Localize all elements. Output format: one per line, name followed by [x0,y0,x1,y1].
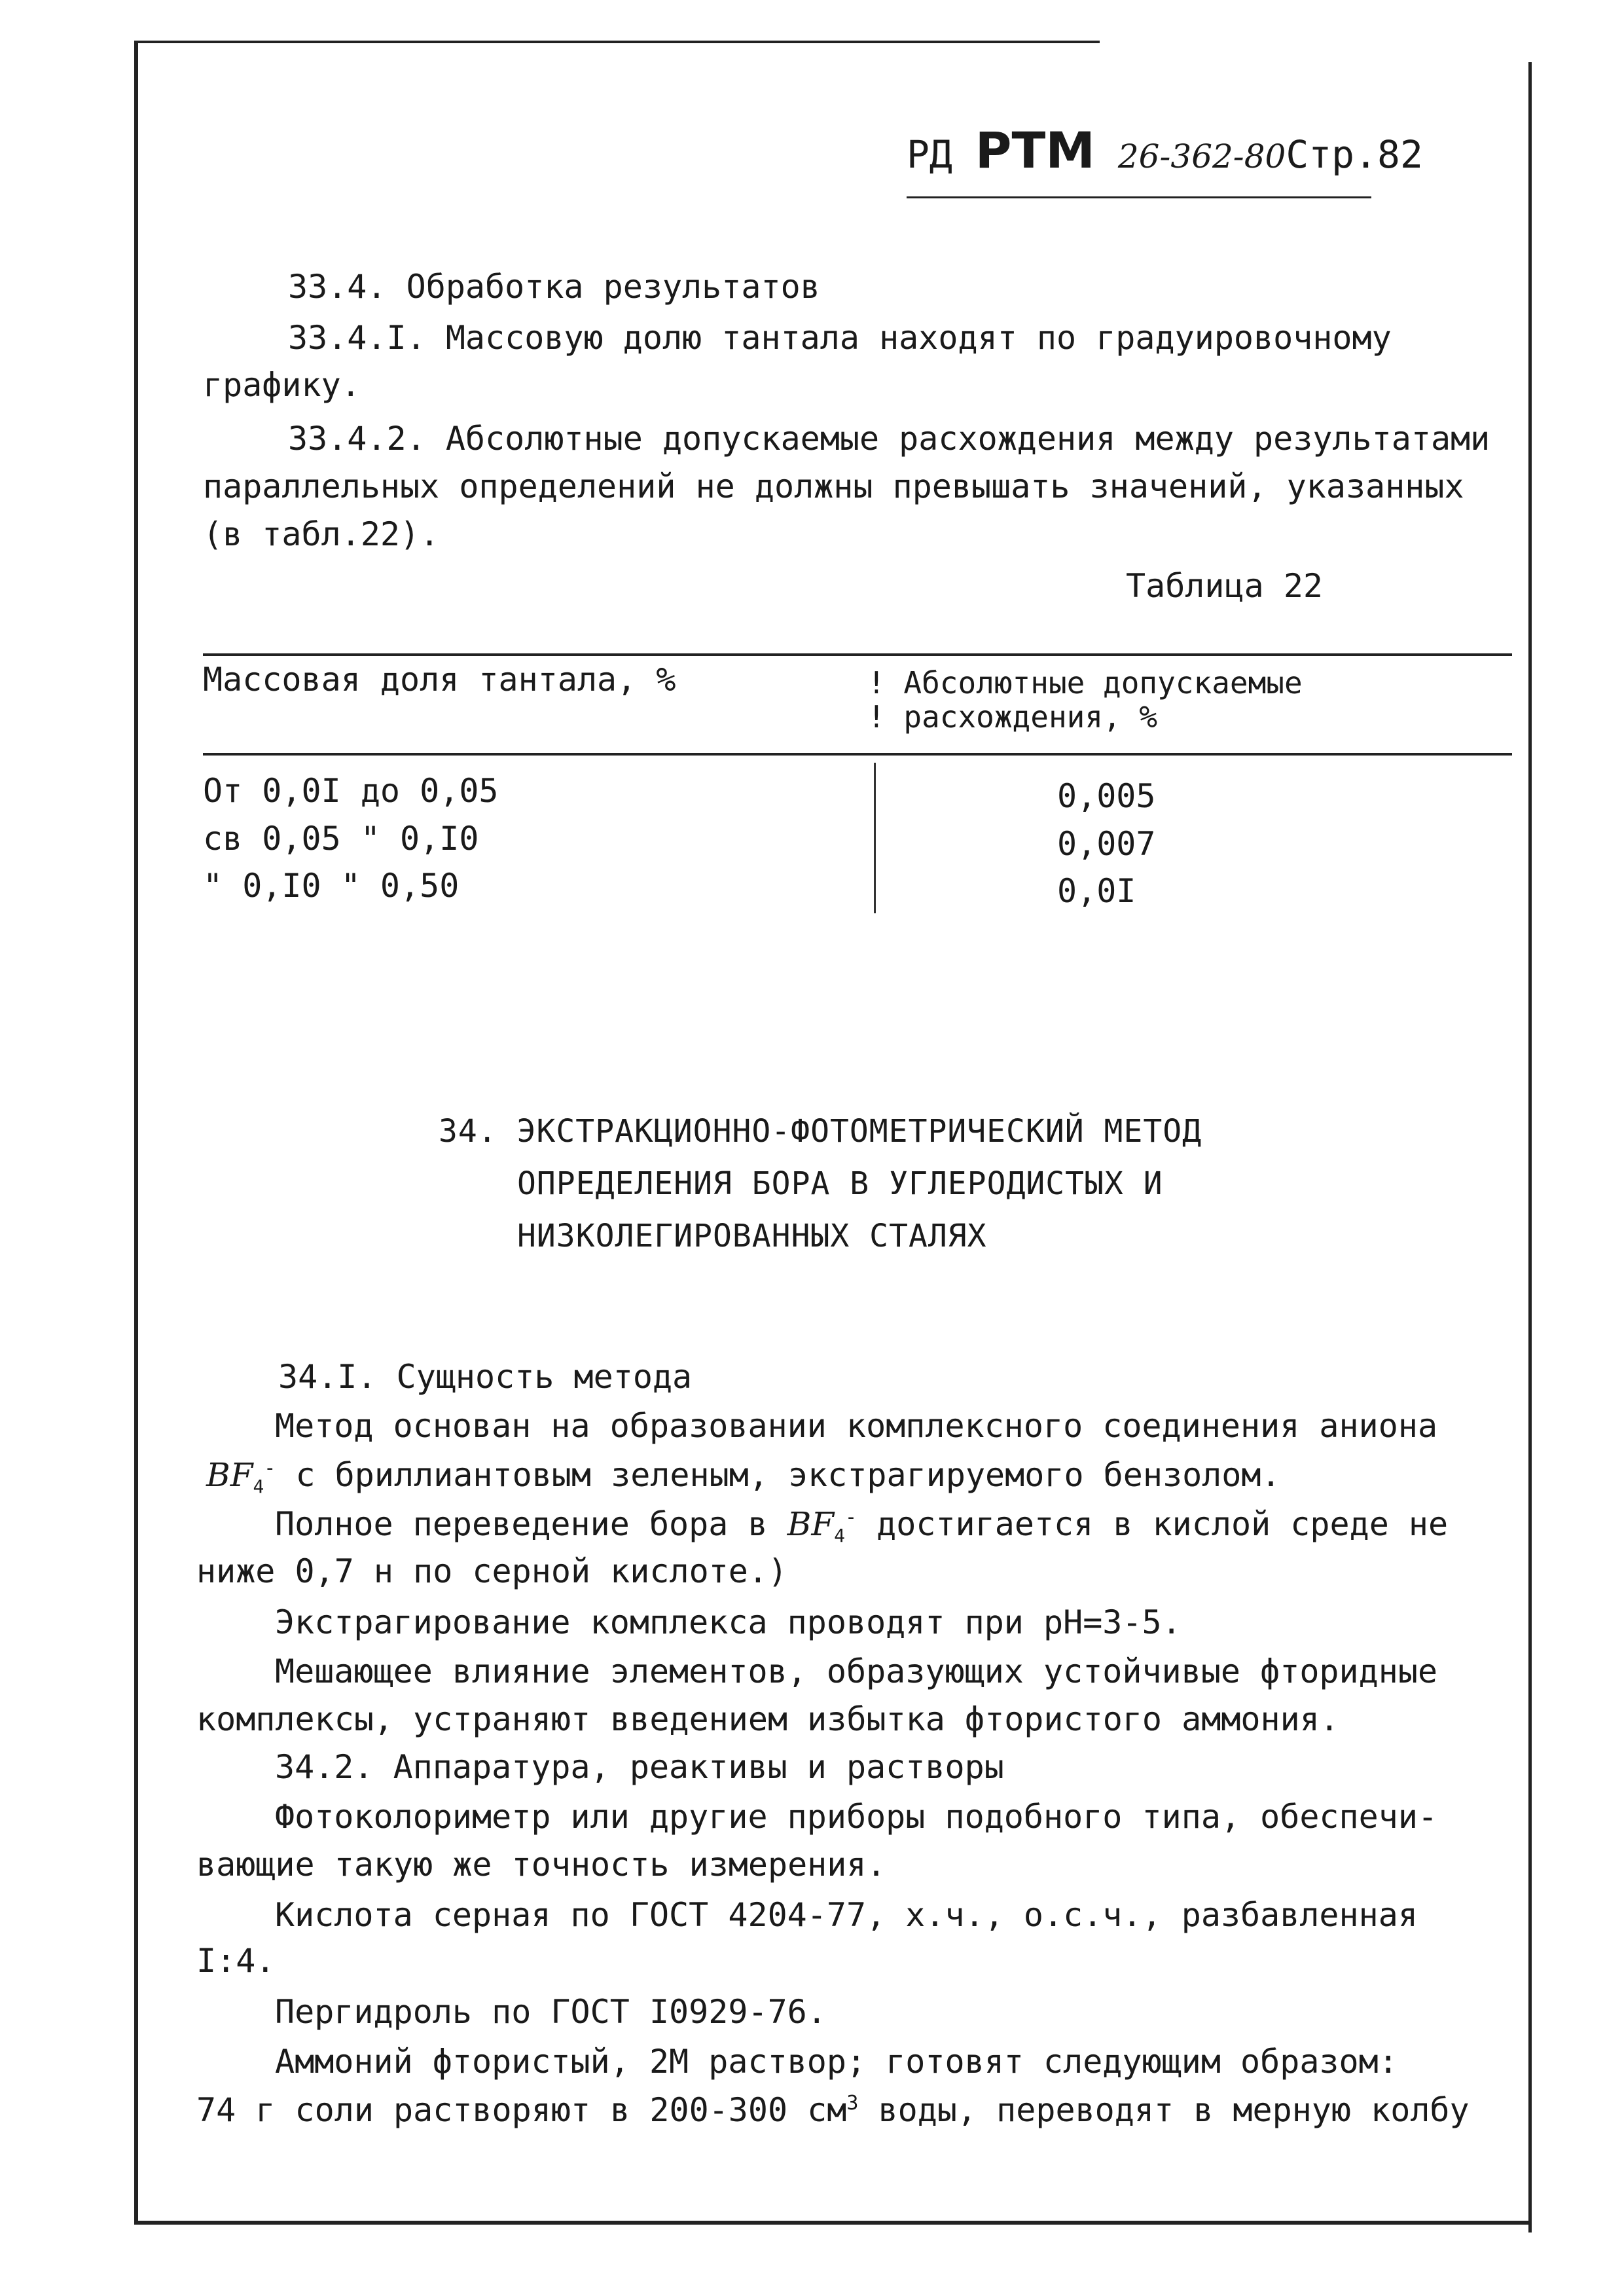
subsection-34-1-title: 34.I. Сущность метода [278,1358,693,1396]
page-header [907,121,1423,183]
text-line: Полное переведение бора в $BF_4^-$ достигается в кислой среде не [275,1505,1449,1546]
table-header-right-line-1: ! Абсолютные допускаемые [867,665,1303,701]
formula-bf4: BF [206,1456,253,1494]
section-34-title-line-2: ОПРЕДЕЛЕНИЯ БОРА В УГЛЕРОДИСТЫХ И [517,1165,1163,1202]
header-number: 26-362-80 [1117,137,1286,175]
text-line: комплексы, устраняют введением избытка фтористого аммония. [196,1700,1339,1738]
table-top-rule [203,653,1512,656]
text-line: Экстрагирование комплекса проводят при pH=3-5. [275,1603,1182,1641]
section-34-title-line-1: 34. ЭКСТРАКЦИОННО-ФОТОМЕТРИЧЕСКИЙ МЕТОД [439,1113,1202,1150]
text-line: I:4. [196,1942,276,1980]
page-frame-top [134,41,1100,43]
paragraph-33-4-2-line-2: параллельных определений не должны превышать значений, указанных [203,467,1464,505]
table-row-value: 0,0I [1057,872,1136,910]
header-code: РТМ [975,121,1095,179]
table-row-range: От 0,0I до 0,05 [203,772,499,810]
text-line: Аммоний фтористый, 2М раствор; готовят следующим образом: [275,2043,1398,2081]
table-header-right-line-2: ! расхождения, % [867,699,1158,735]
header-prefix: РД [907,132,952,177]
subsection-34-2-title: 34.2. Аппаратура, реактивы и растворы [275,1748,1004,1786]
section-33-4-title: 33.4. Обработка результатов [288,268,820,306]
text-line: ниже 0,7 н по серной кислоте.) [196,1552,788,1590]
text-line: $BF_4^-$ с бриллиантовым зеленым, экстрагируемого бензолом. [206,1456,1281,1497]
section-34-title-line-3: НИЗКОЛЕГИРОВАННЫХ СТАЛЯХ [517,1218,987,1254]
text-line: Пергидроль по ГОСТ I0929-76. [275,1993,827,2031]
text-line: Метод основан на образовании комплексного соединения аниона [275,1407,1438,1445]
header-underline [907,196,1371,198]
page-frame-bottom [134,2221,1532,2225]
paragraph-33-4-2-line-1: 33.4.2. Абсолютные допускаемые расхождения между результатами [288,420,1490,458]
text-line: Фотоколориметр или другие приборы подобного типа, обеспечи- [275,1798,1438,1836]
text-line: вающие такую же точность измерения. [196,1846,886,1884]
table-row-value: 0,005 [1057,777,1156,815]
paragraph-33-4-1-line-2: графику. [203,366,361,404]
page-frame-right [1528,62,1532,2232]
text-line: 74 г соли растворяют в 200-300 $см^3$ воды, переводят в мерную колбу [196,2091,1470,2129]
header-page: Стр.82 [1286,132,1423,177]
table-header-left: Массовая доля тантала, % [203,661,676,699]
table-caption: Таблица 22 [1126,567,1324,605]
table-row-range: св 0,05 " 0,I0 [203,820,479,858]
formula-bf4: BF [787,1505,835,1543]
paragraph-33-4-2-line-3: (в табл.22). [203,515,440,553]
text-line: Мешающее влияние элементов, образующих устойчивые фторидные [275,1652,1438,1690]
table-row-value: 0,007 [1057,825,1156,863]
table-column-separator [874,763,876,913]
text-line: Кислота серная по ГОСТ 4204-77, х.ч., о.с.ч., разбавленная [275,1896,1418,1934]
page-frame-left [134,41,138,2221]
table-header-rule [203,753,1512,756]
paragraph-33-4-1-line-1: 33.4.I. Массовую долю тантала находят по градуировочному [288,319,1392,357]
table-row-range: " 0,I0 " 0,50 [203,867,460,905]
